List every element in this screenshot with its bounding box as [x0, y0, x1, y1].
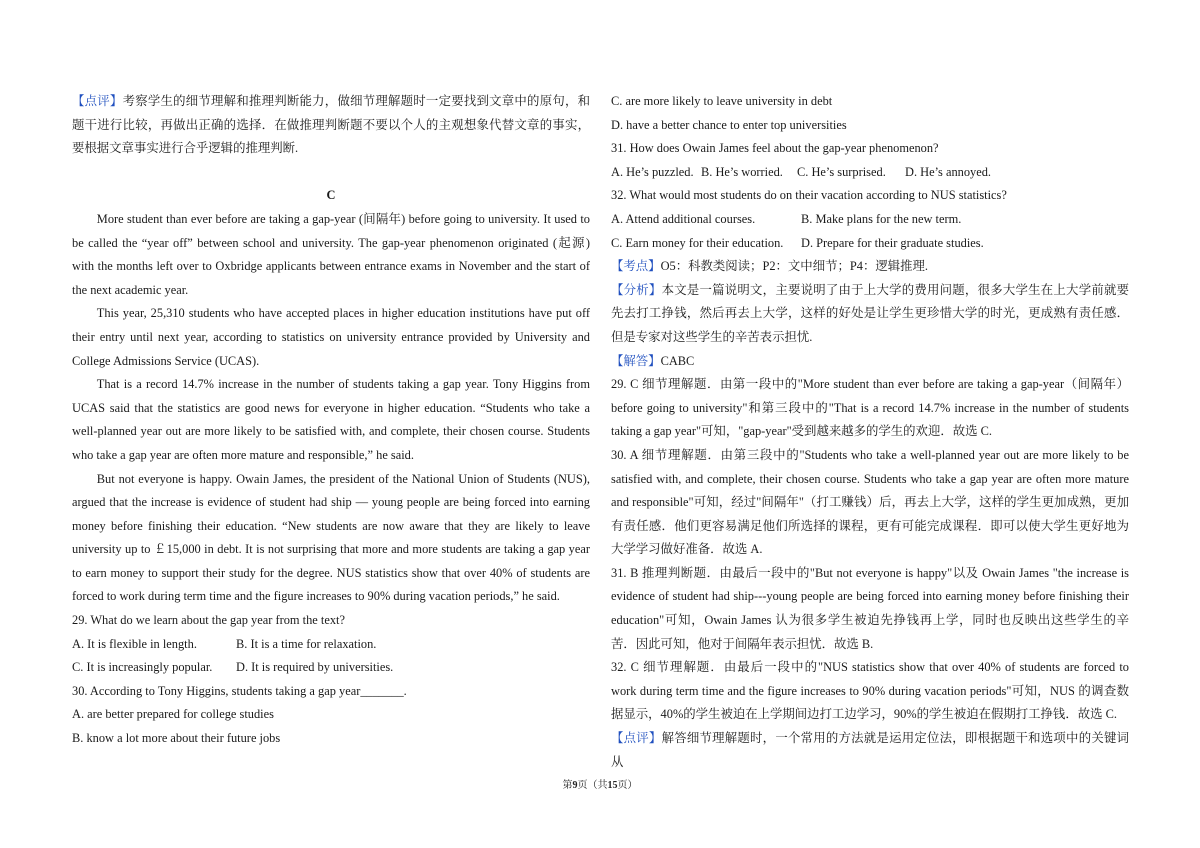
analysis-paragraph [611, 279, 1129, 350]
question-30: 30. According to Tony Higgins, students taking a gap year_______. [72, 683, 407, 698]
answer-30: 30. A 细节理解题．由第三段中的"Students who take a well-planned year out are more likely to be satisfied with, and complete, their chosen course. Students who take a gap year are often more mature and responsible"可知，经过"间隔年"（打工赚钱）后，再去上大学，这样的学生更加成熟，更加有责任感．他们更容易满足他们所选择的课程，更有可能完成课程．即可以使大学生更好地为大学学习做好准备．故选 A. [611, 447, 1129, 557]
question-32: 32. What would most students do on their vacation according to NUS statistics? [611, 188, 1007, 203]
passage-paragraph: But not everyone is happy. Owain James, the president of the National Union of Students (NUS), argued that the increase is evidence of student had ship — young people are being forced into earning money before finishing their education. “New students are now aware that they are likely to leave university up to ￡15,000 in debt. It is not surprising that more and more students are taking a gap year to earn money to support their study for the degree. NUS statistics show that over 40% of students are forced to work during term time and the figure increases to 90% during vacation periods,” he said. [72, 471, 590, 604]
question-31: 31. How does Owain James feel about the gap-year phenomenon? [611, 141, 939, 156]
passage-paragraph: More student than ever before are taking a gap-year (间隔年) before going to university. It used to be called the “year off” between school and university. The gap-year phenomenon originated (起源) with the months left over to Oxbridge applicants between entrance exams in November and the start of the next academic year. [72, 211, 590, 297]
option-c: C. are more likely to leave university in debt [611, 94, 833, 108]
question-29-options-cd [72, 656, 590, 680]
answer-text: CABC [660, 353, 695, 368]
passage-paragraph: That is a record 14.7% increase in the number of students taking a gap year. Tony Higgins from UCAS said that the statistics are good news for everyone in higher education. “Students who take a well-planned year out are more likely to be satisfied with, and complete, their chosen course. Students who take a gap year are often more mature and responsible,” he said. [72, 377, 590, 462]
review-text: 解答细节理解题时，一个常用的方法就是运用定位法，即根据题干和选项中的关键词从 [611, 731, 1130, 769]
question-29-options-ab [72, 633, 590, 657]
option-d: D. It is required by universities. [236, 660, 394, 675]
option-d: D. Prepare for their graduate studies. [801, 235, 984, 250]
option-b: B. know a lot more about their future jobs [72, 731, 281, 746]
option-c: C. Earn money for their education. [611, 235, 784, 250]
question-29: 29. What do we learn about the gap year from the text? [72, 613, 345, 628]
right-column [611, 90, 1129, 774]
option-b: B. He’s worried. [701, 164, 783, 179]
option-a: A. He’s puzzled. [611, 164, 694, 179]
answer-29: 29. C 细节理解题．由第一段中的"More student than ever before are taking a gap-year（间隔年）before going to university"和第三段中的"That is a record 14.7% increase in the number of students taking a gap year"可知，"gap-year"受到越来越多的学生的欢迎．故选 C. [611, 377, 1129, 439]
option-d: D. He’s annoyed. [905, 164, 992, 179]
footer-suffix: 页） [617, 780, 638, 791]
review-tag: 【点评】 [611, 731, 662, 746]
review-paragraph [611, 727, 1129, 774]
option-a: A. Attend additional courses. [611, 211, 756, 226]
point-tag: 【考点】 [611, 259, 661, 274]
section-title: C [326, 188, 336, 203]
point-text: O5：科教类阅读；P2：文中细节；P4：逻辑推理. [660, 259, 929, 274]
answer-tag: 【解答】 [611, 353, 661, 368]
option-d: D. have a better chance to enter top universities [611, 117, 847, 132]
footer-mid: 页（共 [577, 780, 608, 791]
point-paragraph [611, 255, 1129, 279]
answer-32: 32. C 细节理解题．由最后一段中的"NUS statistics show that over 40% of students are forced to work during term time and the figure increases to 90% during vacation periods"可知，NUS 的调查数据显示，40%的学生被迫在上学期间边打工边学习，90%的学生被迫在假期打工挣钱．故选 C. [611, 660, 1129, 722]
answer-paragraph [611, 350, 1129, 374]
analysis-tag: 【分析】 [611, 282, 662, 297]
review-paragraph [72, 90, 590, 161]
page-number: 9 [572, 780, 578, 791]
option-c: C. It is increasingly popular. [72, 660, 213, 675]
analysis-text: 本文是一篇说明文，主要说明了由于上大学的费用问题，很多大学生在上大学前就要先去打工挣钱，然后再去上大学，这样的好处是让学生更珍惜大学的时光，更成熟有责任感．但是专家对这些学生的辛苦表示担忧. [611, 282, 1130, 344]
page-footer [0, 776, 1200, 791]
option-a: A. It is flexible in length. [72, 636, 197, 651]
option-a: A. are better prepared for college studies [72, 707, 274, 722]
review-text: 考察学生的细节理解和推理判断能力，做细节理解题时一定要找到文章中的原句，和题干进行比较，再做出正确的选择．在做推理判断题不要以个人的主观想象代替文章的事实，要根据文章事实进行合乎逻辑的推理判断. [72, 94, 591, 156]
spacer [72, 161, 590, 185]
question-32-options-cd [611, 232, 1129, 256]
option-c: C. He’s surprised. [797, 164, 886, 179]
option-b: B. Make plans for the new term. [801, 211, 962, 226]
left-column [72, 90, 590, 751]
review-tag: 【点评】 [72, 94, 123, 108]
footer-prefix: 第 [562, 780, 573, 791]
total-pages: 15 [607, 780, 618, 791]
answer-31: 31. B 推理判断题．由最后一段中的"But not everyone is happy"以及 Owain James "the increase is evidence of student had ship---young people are being forced into earning money before finishing their education"可知，Owain James 认为很多学生被迫先挣钱再上学，同时也反映出这些学生的辛苦．因此可知，他对于间隔年表示担忧．故选 B. [611, 565, 1129, 651]
question-32-options-ab [611, 208, 1129, 232]
question-31-options [611, 161, 1129, 185]
option-b: B. It is a time for relaxation. [236, 636, 377, 651]
passage-paragraph: This year, 25,310 students who have accepted places in higher education institutions have put off their entry until next year, according to statistics on university entrance provided by University and College Admissions Service (UCAS). [72, 306, 590, 368]
